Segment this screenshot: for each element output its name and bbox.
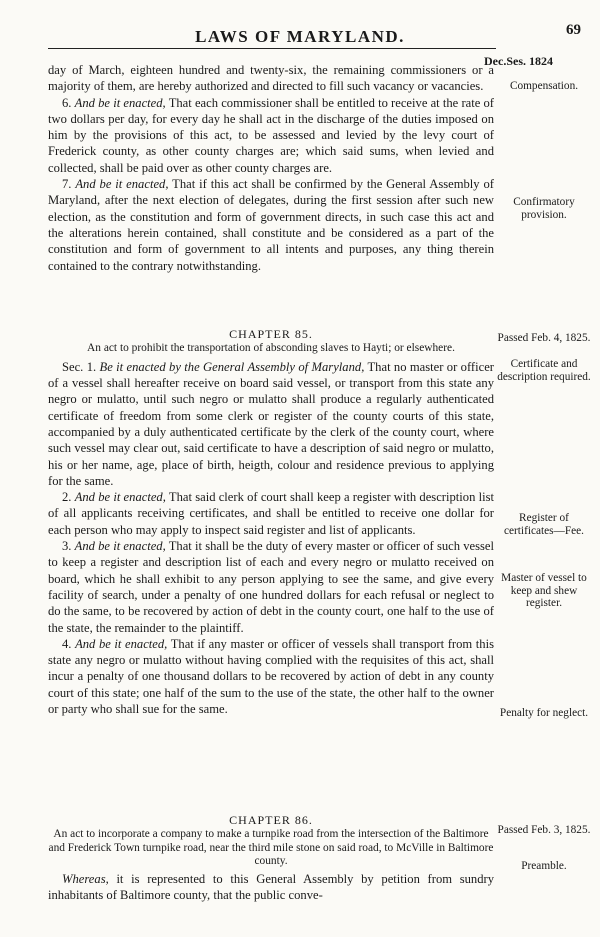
header-rule (48, 48, 496, 49)
enacting-phrase: And be it enacted, (74, 539, 166, 554)
section-number: 6. (62, 95, 72, 110)
preamble-paragraph (48, 871, 494, 904)
section-number: 3. (62, 539, 72, 554)
section-label: Sec. 1. (62, 359, 97, 374)
margin-note-register: Register of certificates—Fee. (504, 512, 584, 537)
margin-note-penalty: Penalty for neglect. (499, 707, 589, 719)
section-number: 4. (62, 636, 72, 651)
chapter-title: An act to prohibit the transportation of absconding slaves to Hayti; or elsewhere. (87, 342, 455, 355)
enacting-clause: Be it enacted by the General Assembly of Maryland, (99, 359, 365, 374)
whereas-word: Whereas, (62, 871, 109, 886)
section-text: That if this act shall be confirmed by the General Assembly of Maryland, after the next election of delegates, during the first session after such new election, as the constitution and form of government directs, in such case this act and the alterations herein contained, shall constitute and be considered as a part of the constitution and form of government to all intents and purposes, any thing therein contained to the contrary notwithstanding. (48, 177, 494, 273)
section-text: That said clerk of court shall keep a register with description list of all applicants receiving certificates, and shall be entitled to receive one dollar for each person who may apply to inspect said register and list of applicants. (48, 490, 494, 537)
margin-note-compensation: Compensation. (509, 80, 579, 92)
section-text: That it shall be the duty of every master or officer of such vessel to keep a register and description list of each and every negro or mulatto received on board, which he shall exhibit to any person applying to see the same, and give every facility of search, under a penalty of one hundred dollars for each refusal or neglect to do the same, to be recovered by action of debt in the county court, one half to the use of the state, the remainder to the plaintiff. (48, 539, 495, 635)
margin-note-master: Master of vessel to keep and shew register. (501, 572, 587, 609)
section-7 (48, 176, 494, 274)
section-number: 7. (62, 177, 72, 192)
chapter-86 (48, 812, 494, 903)
enacting-phrase: And be it enacted, (75, 636, 168, 651)
section-text: That if any master or officer of vessels shall transport from this state any negro or mulatto without having complied with the requisites of this act, shall incur a penalty of one thousand dollars to be recovered by action of debt in any county court of this state; one half of the sum to the use of the state, the other half to the owner or party who shall sue for the same. (48, 636, 494, 717)
margin-note-certificate: Certificate and description required. (497, 358, 591, 383)
section-2 (48, 489, 494, 538)
chapter-heading: CHAPTER 85. (229, 327, 313, 341)
section-number: 2. (62, 490, 72, 505)
paragraph-5-continuation: day of March, eighteen hundred and twenty-six, the remaining commissioners or a majority of them, are hereby authorized and directed to fill such vacancy or vacancies. (48, 63, 494, 94)
chapter-title: An act to incorporate a company to make a turnpike road from the intersection of the Baltimore and Frederick Town turnpike road, near the third mile stone on said road, to McVille in Baltimore county. (48, 828, 494, 868)
margin-note-passed-85: Passed Feb. 4, 1825. (497, 332, 591, 344)
chapter-heading: CHAPTER 86. (229, 813, 313, 827)
enacting-phrase: And be it enacted, (75, 177, 169, 192)
preamble-text: it is represented to this General Assembly by petition from sundry inhabitants of Baltimore county, that the public conve- (48, 871, 494, 903)
page-number: 69 (566, 22, 581, 38)
section-4 (48, 636, 494, 717)
enacting-phrase: And be it enacted, (74, 95, 166, 110)
section-1 (48, 359, 494, 489)
previous-chapter-continuation (48, 62, 494, 274)
margin-note-preamble: Preamble. (521, 860, 567, 872)
margin-note-confirmatory: Confirmatory provision. (513, 196, 575, 221)
section-3 (48, 538, 494, 636)
margin-note-passed-86: Passed Feb. 3, 1825. (497, 824, 591, 836)
chapter-85 (48, 326, 494, 717)
section-text: That each commissioner shall be entitled to receive at the rate of two dollars per day, for every day he shall act in the discharge of the duties imposed on him by the provisions of this act, to be assessed and levied by the levy court of Frederick county, as other county charges are; which said sums, when levied and collected, shall be paid over as other county charges are. (48, 95, 495, 175)
session-label: Dec.Ses. 1824 (484, 54, 553, 68)
enacting-phrase: And be it enacted, (74, 490, 166, 505)
section-6 (48, 95, 494, 176)
running-header-title: LAWS OF MARYLAND. (195, 27, 405, 46)
section-text: That no master or officer of a vessel shall hereafter receive on board said vessel, or transport from this state any negro or mulatto, until such negro or mulatto shall produce a regularly authenticated certificate of freedom from some clerk or register of the county courts of this state, accompanied by a duly authenticated certificate by the clerk of the county court, where such vessel may clear out, said certificate to have a description of said negro or mulatto, his or her name, age, place of birth, heigth, colour and residence previous to applying for the same. (48, 359, 494, 488)
